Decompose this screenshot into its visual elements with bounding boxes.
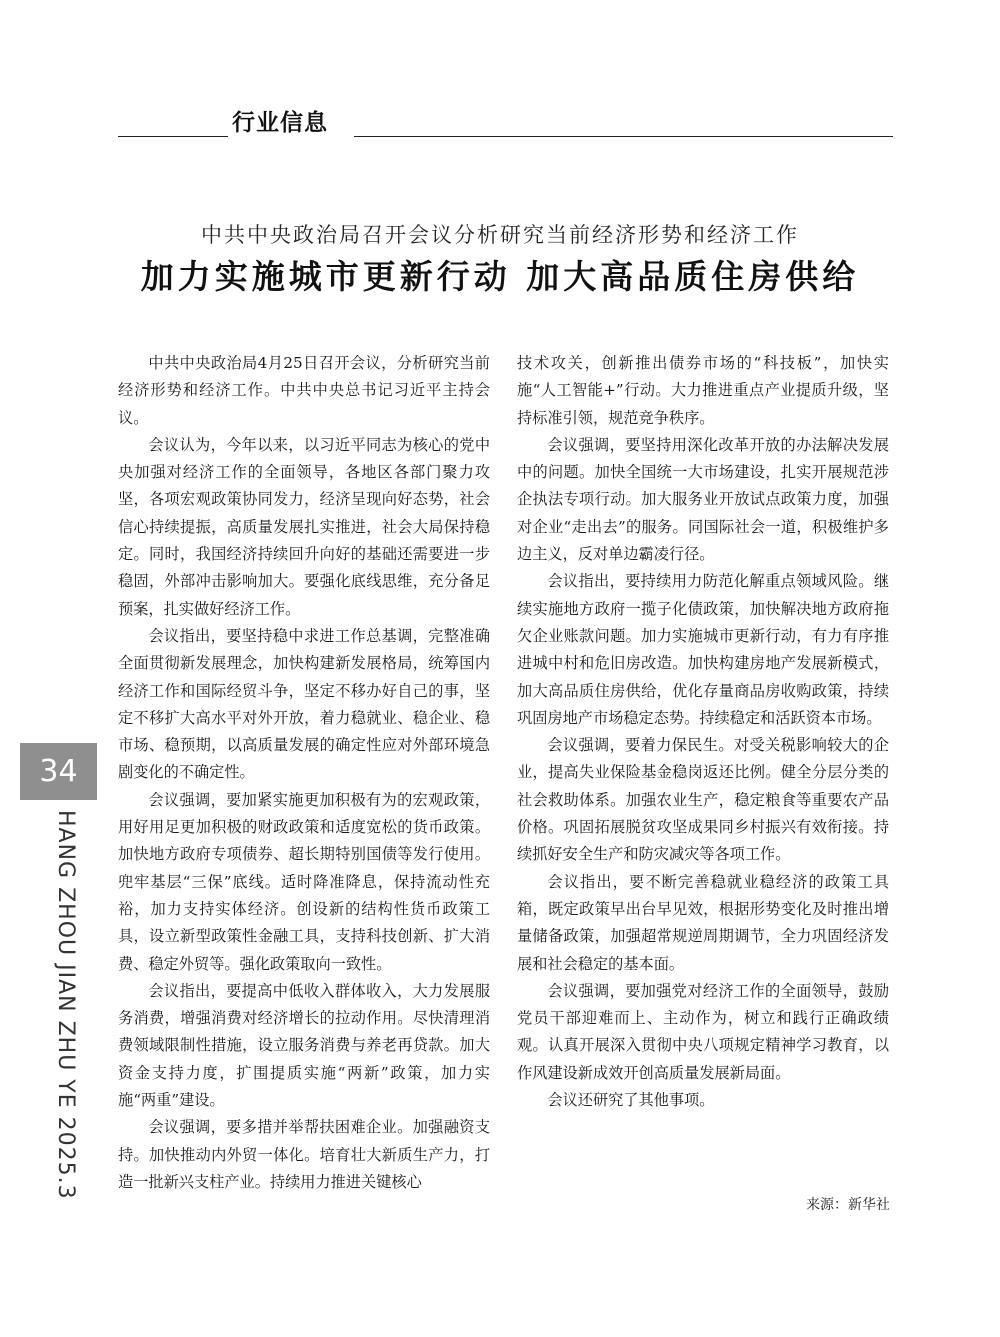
article-subtitle: 中共中央政治局召开会议分析研究当前经济形势和经济工作 xyxy=(201,223,799,247)
paragraph: 会议指出，要提高中低收入群体收入，大力发展服务消费，增强消费对经济增长的拉动作用。尽快清理消费领域限制性措施，设立服务消费与养老再贷款。加大资金支持力度，扩围提质实施“两新”政策，加力实施“两重”建设。 xyxy=(118,981,490,1110)
paragraph: 会议还研究了其他事项。 xyxy=(547,1091,715,1110)
paragraph: 会议强调，要着力保民生。对受关税影响较大的企业，提高失业保险基金稳岗返还比例。健全分层分类的社会救助体系。加强农业生产，稳定粮食等重要农产品价格。巩固拓展脱贫攻坚成果同乡村振兴有效衔接。持续抓好安全生产和防灾减灾等各项工作。 xyxy=(517,736,889,864)
page-number: 34 xyxy=(20,743,97,800)
paragraph: 会议强调，要多措并举帮扶困难企业。加强融资支持。加快推动内外贸一体化。培育壮大新质生产力，打造一批新兴支柱产业。持续用力推进关键核心 xyxy=(118,1118,490,1191)
paragraph: 会议指出，要坚持稳中求进工作总基调，完整准确全面贯彻新发展理念，加快构建新发展格局，统筹国内经济工作和国际经贸斗争，坚定不移办好自己的事，坚定不移扩大高水平对外开放，着力稳就业、稳企业、稳市场、稳预期，以高质量发展的确定性应对外部环境急剧变化的不确定性。 xyxy=(118,626,490,782)
paragraph: 会议强调，要加紧实施更加积极有为的宏观政策，用好用足更加积极的财政政策和适度宽松的货币政策。加快地方政府专项债券、超长期特别国债等发行使用。兜牢基层“三保”底线。适时降准降息，保持流动性充裕，加力支持实体经济。创设新的结构性货币政策工具，设立新型政策性金融工具，支持科技创新、扩大消费、稳定外贸等。强化政策取向一致性。 xyxy=(118,790,490,973)
journal-name: HANG ZHOU JIAN ZHU YE 2025.3 xyxy=(53,810,78,1200)
article-title: 加力实施城市更新行动 加大高品质住房供给 xyxy=(140,257,860,296)
paragraph: 会议认为，今年以来，以习近平同志为核心的党中央加强对经济工作的全面领导，各地区各部门聚力攻坚，各项宏观政策协同发力，经济呈现向好态势，社会信心持续提振，高质量发展扎实推进，社会大局保持稳定。同时，我国经济持续回升向好的基础还需要进一步稳固，外部冲击影响加大。要强化底线思维，充分备足预案，扎实做好经济工作。 xyxy=(118,435,490,618)
source-credit: 来源：新华社 xyxy=(806,1197,890,1213)
right-column xyxy=(517,350,889,1114)
paragraph: 会议强调，要坚持用深化改革开放的办法解决发展中的问题。加快全国统一大市场建设，扎实开展规范涉企执法专项行动。加大服务业开放试点政策力度，加强对企业“走出去”的服务。同国际社会一道，积极维护多边主义，反对单边霸凌行径。 xyxy=(517,435,889,564)
section-label: 行业信息 xyxy=(232,110,328,136)
section-header xyxy=(118,108,893,140)
left-column xyxy=(118,350,490,1196)
paragraph: 会议强调，要加强党对经济工作的全面领导，鼓励党员干部迎难而上、主动作为，树立和践行正确政绩观。认真开展深入贯彻中央八项规定精神学习教育，以作风建设新成效开创高质量发展新局面。 xyxy=(517,981,889,1082)
header-rule-right xyxy=(354,136,893,137)
paragraph: 会议指出，要不断完善稳就业稳经济的政策工具箱，既定政策早出台早见效，根据形势变化及时推出增量储备政策，加强超常规逆周期调节，全力巩固经济发展和社会稳定的基本面。 xyxy=(517,872,889,973)
paragraph: 会议指出，要持续用力防范化解重点领域风险。继续实施地方政府一揽子化债政策，加快解决地方政府拖欠企业账款问题。加力实施城市更新行动，有力有序推进城中村和危旧房改造。加快构建房地产发展新模式，加大高品质住房供给，优化存量商品房收购政策，持续巩固房地产市场稳定态势。持续稳定和活跃资本市场。 xyxy=(517,572,889,727)
header-rule-left xyxy=(118,136,228,137)
paragraph: 中共中央政治局4月25日召开会议，分析研究当前经济形势和经济工作。中共中央总书记习近平主持会议。 xyxy=(118,354,490,427)
paragraph-continuation: 技术攻关，创新推出债券市场的“科技板”，加快实施“人工智能+”行动。大力推进重点产业提质升级，坚持标准引领，规范竞争秩序。 xyxy=(517,354,889,427)
